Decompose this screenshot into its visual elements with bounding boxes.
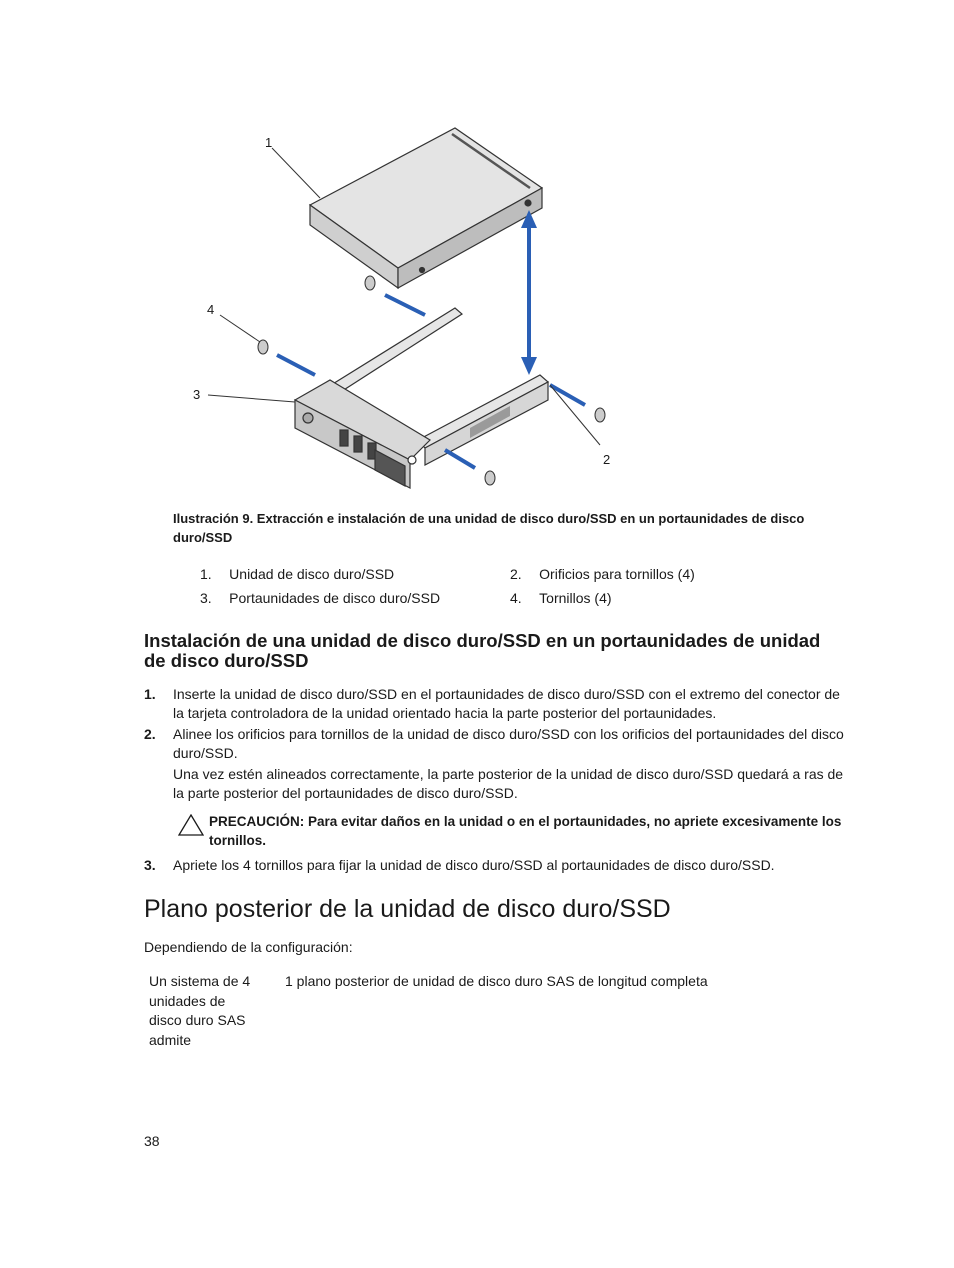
step-text: Apriete los 4 tornillos para fijar la unidad de disco duro/SSD al portaunidades de disco duro/SSD. [173,857,775,873]
page-number: 38 [144,1133,160,1149]
step-number: 2. [144,726,156,742]
figure-legend [200,562,820,610]
legend-num: 2. [510,566,522,582]
carrier-illustration [295,308,548,488]
step-note: Una vez estén alineados correctamente, la parte posterior de la unidad de disco duro/SSD quedará a ras de la parte posterior del portaunidades de disco duro/SSD. [173,766,844,801]
legend-num: 4. [510,590,522,606]
legend-text: Tornillos (4) [539,590,612,606]
callout-4: 4 [207,302,215,317]
figure-hdd-carrier [180,110,660,500]
warning-triangle-icon [178,814,204,836]
step-item [144,856,844,875]
legend-text: Unidad de disco duro/SSD [229,566,395,582]
callout-3: 3 [193,387,201,402]
legend-text: Orificios para tornillos (4) [539,566,695,582]
table-value: 1 plano posterior de unidad de disco duro SAS de longitud completa [285,973,708,989]
hard-drive-illustration [310,128,542,288]
figure-caption: Ilustración 9. Extracción e instalación de una unidad de disco duro/SSD en un portaunidades de disco duro/SSD [173,511,805,545]
intro-text: Dependiendo de la configuración: [144,939,353,955]
legend-row [200,586,820,610]
caution-text: PRECAUCIÓN: Para evitar daños en la unidad o en el portaunidades, no apriete excesivamente los tornillos. [209,814,842,848]
legend-text: Portaunidades de disco duro/SSD [229,590,441,606]
callout-1: 1 [265,135,273,150]
heading: Plano posterior de la unidad de disco duro/SSD [144,895,671,923]
step-number: 3. [144,857,156,873]
step-number: 1. [144,686,156,702]
table-label: Un sistema de 4 unidades de disco duro SAS admite [149,973,251,1048]
step-item [144,685,844,722]
legend-num: 3. [200,590,212,606]
legend-num: 1. [200,566,212,582]
caution-note [144,812,844,850]
section-title: Instalación de una unidad de disco duro/SSD en un portaunidades de unidad de disco duro/SSD [144,630,821,671]
callout-2: 2 [603,452,611,467]
step-text: Inserte la unidad de disco duro/SSD en el portaunidades de disco duro/SSD con el extremo del conector de la tarjeta controladora de la unidad orientado hacia la parte posterior del portaunidades. [173,686,840,721]
step-text: Alinee los orificios para tornillos de la unidad de disco duro/SSD con los orificios del portaunidades del disco duro/SSD. [173,726,844,761]
legend-row [200,562,820,586]
step-item [144,725,844,762]
steps-list [144,685,844,878]
